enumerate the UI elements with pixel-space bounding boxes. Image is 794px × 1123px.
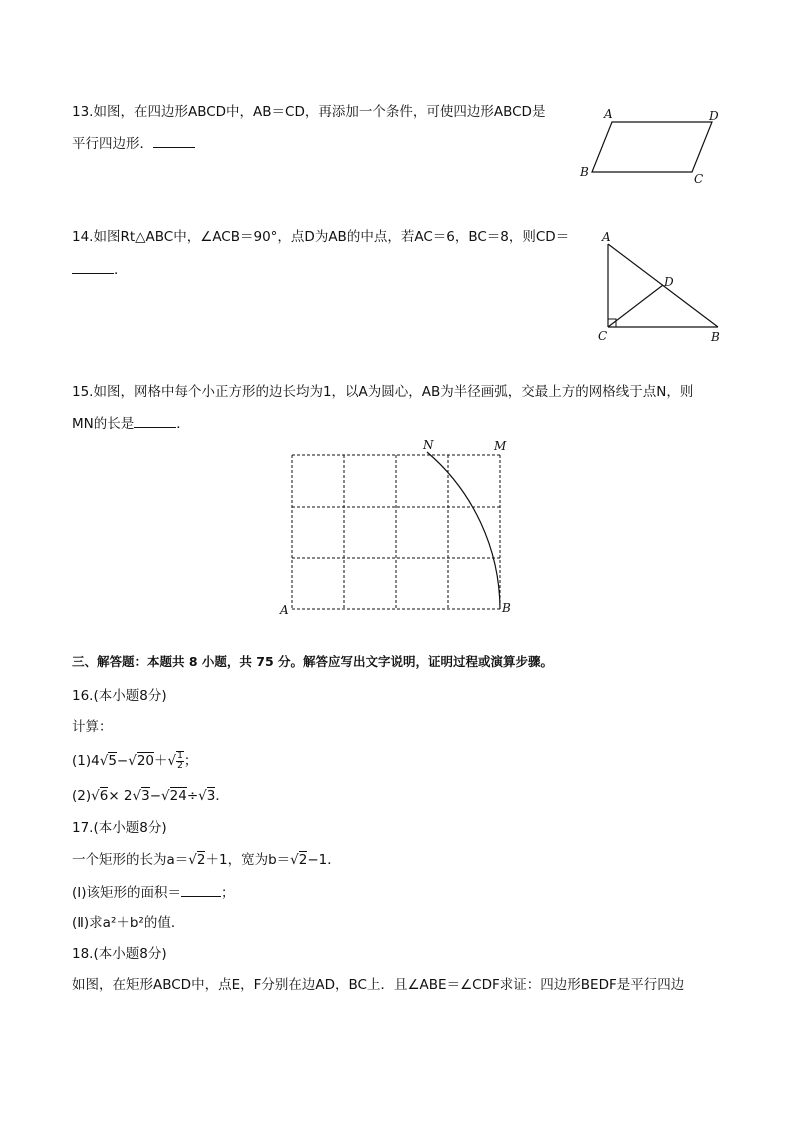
q16-p1-prefix: (1)4 [72,753,100,769]
q17-stem-a: 一个矩形的长为a＝ [72,852,189,868]
q13-parallelogram-figure [570,100,730,190]
q17-title: 17.(本小题8分) [72,820,167,836]
q16-p1-sqrt1: √5 [99,753,117,769]
q16-p1-denominator: 2 [177,761,183,771]
q17-stem [72,850,341,870]
q17-stem-radicand-2: 2 [298,852,308,868]
q14-text-2-end: ． [114,262,128,278]
q13-label-d: D [709,109,719,123]
q16-p2-times: × 2 [108,788,133,804]
q16-p2-sqrt2: √3 [132,788,150,804]
q16-p1-radicand-2: 20 [136,753,155,769]
q17-answer-blank [181,882,221,897]
section-3-heading: 三、解答题：本题共 8 小题，共 75 分。解答应写出文字说明，证明过程或演算步骤。 [72,654,554,669]
q17-part-1 [72,882,235,903]
q15-text-2 [72,413,190,434]
q17-part-1-label: (Ⅰ)该矩形的面积＝ [72,885,182,901]
q15-label-n: N [423,438,434,452]
q16-title: 16.(本小题8分) [72,688,167,704]
q14-label-a: A [602,230,611,244]
q13-answer-blank [153,133,195,148]
q14-text-2 [72,259,128,280]
q16-p1-numerator: 1 [177,751,183,761]
q18-stem: 如图，在矩形ABCD中，点E，F分别在边AD，BC上．且∠ABE＝∠CDF求证：四边形BEDF是平行四边 [72,977,685,993]
q16-p2-sqrt1: √6 [91,788,109,804]
q15-arc [427,452,500,609]
q16-p1-fraction [176,751,184,771]
q15-grid-figure [270,432,530,622]
q15-text-2-label: MN的长是 [72,416,135,432]
q15-text: 15.如图，网格中每个小正方形的边长均为1，以A为圆心，AB为半径画弧，交最上方的网格线于点N，则 [72,384,694,400]
q13-parallelogram [592,122,712,172]
q16-p2-sqrt3: √24 [161,788,187,804]
q17-stem-c: −1． [307,852,341,868]
q16-part-1 [72,751,197,771]
q13-text: 13.如图，在四边形ABCD中，AB＝CD，再添加一个条件，可使四边形ABCD是 [72,104,546,120]
q17-stem-sqrt2: √2 [290,852,308,868]
q15-label-a: A [280,603,289,617]
q16-p2-radicand-2: 3 [141,788,150,804]
q18-title: 18.(本小题8分) [72,946,167,962]
q17-stem-sqrt1: √2 [188,852,206,868]
q14-label-b: B [711,330,720,344]
q15-answer-blank [134,413,176,428]
q16-p1-end: ； [183,753,198,769]
q16-p2-minus: − [149,788,162,804]
q16-p1-minus: − [116,753,129,769]
q16-p2-radicand-1: 6 [99,788,109,804]
q15-grid-lines [292,455,500,609]
q15-label-b: B [502,601,511,615]
q13-label-b: B [580,165,589,179]
q14-text: 14.如图Rt△ABC中，∠ACB＝90°，点D为AB的中点，若AC＝6，BC＝8，则CD＝ [72,229,570,245]
q16-p1-radicand-1: 5 [108,753,117,769]
q14-triangle-figure [590,228,730,348]
q13-text-2-label: 平行四边形． [72,136,153,152]
q16-p2-radicand-4: 3 [206,788,216,804]
q14-label-d: D [664,275,674,289]
q16-p1-plus: ＋ [154,753,168,769]
q13-label-a: A [604,107,613,121]
q16-p2-radicand-3: 24 [169,788,187,804]
q16-p1-sqrt2: √20 [128,753,155,769]
q17-stem-radicand-1: 2 [196,852,206,868]
q16-p2-prefix: (2) [72,788,92,804]
q16-p2-div: ÷ [186,788,199,804]
q15-label-m: M [494,439,507,453]
q14-answer-blank [72,259,114,274]
q16-intro: 计算： [72,719,113,735]
q16-p2-sqrt4: √3 [198,788,216,804]
q15-text-2-end: ． [176,416,190,432]
q17-stem-b: ＋1，宽为b＝ [205,852,291,868]
q13-label-c: C [694,172,704,186]
q13-text-2 [72,133,195,154]
q17-part-2: (Ⅱ)求a²＋b²的值． [72,915,185,931]
q14-label-c: C [598,329,608,343]
q16-p2-end: ． [215,788,229,804]
q17-part-1-end: ； [221,885,235,901]
q16-part-2 [72,786,229,806]
q16-p1-sqrt3: √ $\frac{1}{2}$ [167,751,183,771]
